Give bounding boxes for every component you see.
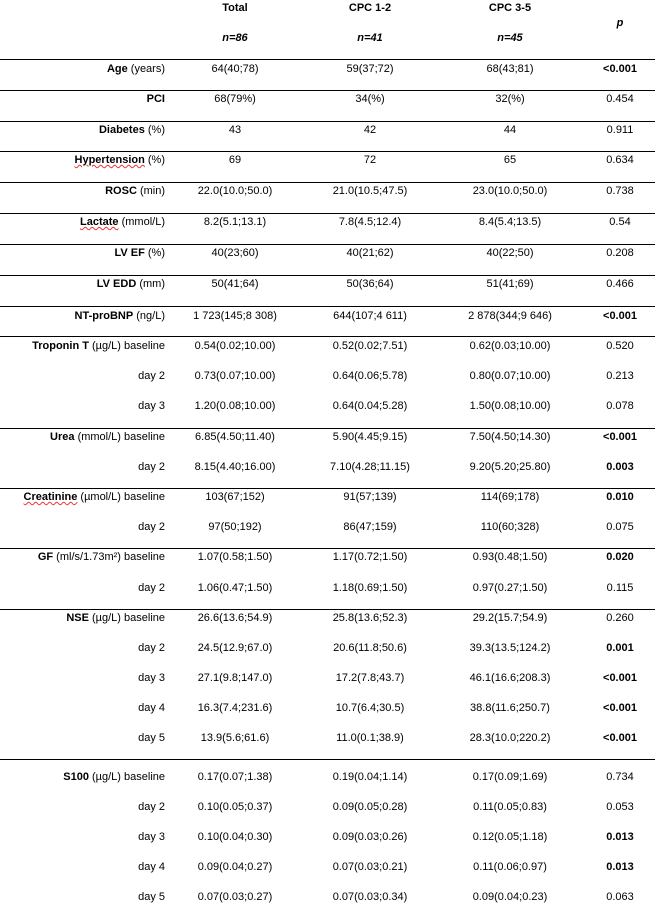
row-label: [66, 612, 165, 624]
row-label: [114, 247, 165, 259]
row-label-unit: (mmol/L) baseline: [74, 431, 165, 443]
cell-total: 27.1(9.8;147.0): [197, 672, 273, 684]
row-label: [50, 431, 165, 443]
row-label-name: NSE: [66, 612, 89, 624]
cell-total: 0.17(0.07;1.38): [197, 771, 273, 783]
row-label: [38, 551, 165, 563]
cell-total: 50(41;64): [211, 278, 259, 290]
row-label-name: NT-proBNP: [74, 310, 134, 322]
row-label-unit: day 3: [138, 672, 165, 684]
cell-p: 0.454: [606, 93, 634, 105]
row-label: [138, 582, 165, 594]
cell-total: 0.73(0.07;10.00): [194, 370, 276, 382]
row-label-name: Age: [106, 63, 128, 75]
cell-total: 0.10(0.05;0.37): [197, 801, 273, 813]
row-label-unit: day 2: [138, 801, 165, 813]
cell-total: 13.9(5.6;61.6): [200, 732, 270, 744]
cell-cpc35: 0.97(0.27;1.50): [472, 582, 548, 594]
row-label: [138, 370, 165, 382]
cell-cpc35: 44: [503, 124, 517, 136]
cell-p: 0.013: [606, 831, 634, 843]
row-label-unit: (µmol/L) baseline: [77, 491, 165, 503]
cell-cpc35: 1.50(0.08;10.00): [469, 400, 551, 412]
cell-p: 0.115: [606, 582, 634, 594]
row-divider: [0, 548, 655, 549]
cell-p: <0.001: [603, 732, 637, 744]
cell-cpc12: 10.7(6.4;30.5): [335, 702, 405, 714]
cell-cpc35: 38.8(11.6;250.7): [470, 702, 550, 714]
cell-cpc35: 0.93(0.48;1.50): [472, 551, 548, 563]
cell-cpc35: 8.4(5.4;13.5): [478, 216, 542, 228]
row-label-name: Creatinine: [23, 491, 78, 503]
row-label-name: ROSC: [105, 185, 137, 197]
row-label-name: Diabetes: [98, 124, 145, 136]
cell-total: 24.5(12.9;67.0): [197, 642, 273, 654]
row-label-unit: (mmol/L): [118, 216, 165, 228]
cell-p: 0.013: [606, 861, 634, 873]
row-label-name: LV EF: [114, 247, 145, 259]
header-total-n: n=86: [222, 32, 248, 44]
cell-cpc12: 644(107;4 611): [333, 310, 407, 322]
cell-cpc12: 0.09(0.05;0.28): [332, 801, 408, 813]
cell-p: 0.738: [606, 185, 634, 197]
cell-cpc35: 0.12(0.05;1.18): [472, 831, 548, 843]
row-label-name: Urea: [50, 431, 75, 443]
row-divider: [0, 275, 655, 276]
row-divider: [0, 306, 655, 307]
cell-cpc12: 25.8(13.6;52.3): [332, 612, 408, 624]
cell-p: 0.260: [606, 612, 634, 624]
cell-total: 1.07(0.58;1.50): [197, 551, 273, 563]
row-label: [138, 521, 165, 533]
row-label: [99, 124, 165, 136]
row-label-unit: day 3: [138, 831, 165, 843]
cell-cpc12: 40(21;62): [346, 247, 394, 259]
cell-p: <0.001: [603, 702, 637, 714]
cell-cpc12: 34(%): [355, 93, 385, 105]
cell-cpc12: 0.19(0.04;1.14): [332, 771, 408, 783]
row-label: [138, 642, 165, 654]
table-header: [0, 0, 655, 60]
cell-p: 0.911: [606, 124, 634, 136]
cell-p: 0.003: [606, 461, 634, 473]
row-label: [80, 216, 165, 228]
row-label: [63, 771, 165, 783]
cell-total: 16.3(7.4;231.6): [197, 702, 273, 714]
row-label-unit: (%): [144, 247, 165, 259]
row-divider: [0, 336, 655, 337]
row-label: [138, 400, 165, 412]
row-label: [97, 278, 165, 290]
row-label-unit: day 2: [138, 461, 165, 473]
cell-p: 0.54: [609, 216, 631, 228]
row-label: [107, 63, 165, 75]
cell-p: 0.020: [606, 551, 634, 563]
cell-cpc12: 17.2(7.8;43.7): [335, 672, 405, 684]
cell-total: 68(79%): [214, 93, 256, 105]
cell-total: 26.6(13.6;54.9): [197, 612, 273, 624]
cell-cpc35: 2 878(344;9 646): [468, 310, 552, 322]
cell-p: 0.520: [606, 340, 634, 352]
row-divider: [0, 151, 655, 152]
row-label-unit: (years): [127, 63, 165, 75]
row-label: [138, 801, 165, 813]
row-label-name: GF: [37, 551, 54, 563]
cell-cpc12: 0.64(0.06;5.78): [332, 370, 408, 382]
row-label-unit: day 4: [138, 861, 165, 873]
row-label-unit: day 2: [138, 582, 165, 594]
header-cpc35-n: n=45: [497, 32, 523, 44]
row-label-name: Troponin T: [32, 340, 89, 352]
row-label-unit: (mm): [136, 278, 165, 290]
cell-cpc35: 110(60;328): [480, 521, 540, 533]
cell-cpc35: 68(43;81): [486, 63, 534, 75]
cell-cpc12: 0.09(0.03;0.26): [332, 831, 408, 843]
cell-p: 0.078: [606, 400, 634, 412]
row-label-name: Hypertension: [74, 154, 145, 166]
cell-total: 97(50;192): [208, 521, 262, 533]
cell-total: 0.09(0.04;0.27): [197, 861, 273, 873]
cell-cpc12: 42: [363, 124, 377, 136]
cell-cpc12: 5.90(4.45;9.15): [332, 431, 408, 443]
row-label-unit: day 5: [138, 732, 165, 744]
cell-cpc12: 7.10(4.28;11.15): [330, 461, 410, 473]
row-label: [75, 154, 165, 166]
row-divider: [0, 182, 655, 183]
row-label-unit: day 5: [138, 891, 165, 903]
row-label-unit: day 2: [138, 642, 165, 654]
row-label-unit: day 4: [138, 702, 165, 714]
row-label-unit: day 3: [138, 400, 165, 412]
row-label: [75, 310, 165, 322]
cell-cpc35: 39.3(13.5;124.2): [469, 642, 551, 654]
cell-total: 6.85(4.50;11.40): [195, 431, 275, 443]
cell-p: 0.466: [606, 278, 634, 290]
cell-cpc35: 0.11(0.05;0.83): [473, 801, 547, 813]
row-label: [24, 491, 165, 503]
cell-cpc12: 20.6(11.8;50.6): [333, 642, 407, 654]
cell-cpc12: 1.18(0.69;1.50): [332, 582, 408, 594]
cell-p: <0.001: [603, 63, 637, 75]
header-cpc12: CPC 1-2: [348, 2, 392, 14]
row-label: [138, 702, 165, 714]
row-label: [105, 185, 165, 197]
cell-total: 103(67;152): [205, 491, 265, 503]
cell-cpc35: 28.3(10.0;220.2): [469, 732, 551, 744]
row-label-name: Lactate: [80, 216, 119, 228]
cell-p: 0.734: [606, 771, 634, 783]
row-label-unit: day 2: [138, 521, 165, 533]
cell-cpc35: 29.2(15.7;54.9): [472, 612, 548, 624]
row-label-unit: (ml/s/1.73m²) baseline: [53, 551, 165, 563]
cell-cpc12: 7.8(4.5;12.4): [338, 216, 402, 228]
row-label: [147, 93, 165, 105]
cell-cpc12: 0.07(0.03;0.21): [332, 861, 408, 873]
cell-total: 69: [228, 154, 242, 166]
cell-cpc12: 50(36;64): [346, 278, 394, 290]
cell-cpc12: 91(57;139): [343, 491, 397, 503]
row-label: [138, 672, 165, 684]
cell-cpc35: 65: [503, 154, 517, 166]
row-label: [138, 891, 165, 903]
cell-cpc35: 0.09(0.04;0.23): [472, 891, 548, 903]
row-label-name: LV EDD: [96, 278, 137, 290]
cell-p: 0.053: [606, 801, 634, 813]
header-p: p: [616, 17, 624, 29]
header-cpc12-n: n=41: [357, 32, 383, 44]
cell-total: 1.20(0.08;10.00): [194, 400, 276, 412]
cell-cpc12: 72: [363, 154, 377, 166]
cell-total: 8.15(4.40;16.00): [194, 461, 276, 473]
row-label-name: PCI: [146, 93, 165, 105]
cell-total: 64(40;78): [211, 63, 259, 75]
cell-p: 0.213: [606, 370, 634, 382]
cell-total: 43: [228, 124, 242, 136]
cell-p: 0.208: [606, 247, 634, 259]
header-cpc35: CPC 3-5: [488, 2, 532, 14]
row-label-unit: (µg/L) baseline: [88, 612, 165, 624]
cell-p: 0.001: [606, 642, 634, 654]
cell-total: 1 723(145;8 308): [193, 310, 277, 322]
row-divider: [0, 488, 655, 489]
cell-cpc12: 21.0(10.5;47.5): [332, 185, 408, 197]
cell-total: 0.10(0.04;0.30): [197, 831, 273, 843]
cell-cpc35: 0.62(0.03;10.00): [469, 340, 551, 352]
row-divider: [0, 244, 655, 245]
cell-cpc35: 40(22;50): [486, 247, 534, 259]
row-label-name: S100: [63, 771, 89, 783]
cell-cpc35: 23.0(10.0;50.0): [472, 185, 548, 197]
cell-cpc35: 32(%): [495, 93, 525, 105]
cell-cpc12: 0.07(0.03;0.34): [332, 891, 408, 903]
cell-cpc35: 9.20(5.20;25.80): [469, 461, 551, 473]
cell-p: 0.063: [606, 891, 634, 903]
row-label: [138, 831, 165, 843]
cell-cpc35: 0.11(0.06;0.97): [473, 861, 547, 873]
row-label-unit: (ng/L): [133, 310, 165, 322]
cell-total: 22.0(10.0;50.0): [197, 185, 273, 197]
cell-p: <0.001: [603, 431, 637, 443]
cell-p: 0.010: [606, 491, 634, 503]
cell-cpc35: 51(41;69): [486, 278, 534, 290]
cell-cpc12: 11.0(0.1;38.9): [336, 732, 404, 744]
cell-cpc12: 0.52(0.02;7.51): [332, 340, 408, 352]
row-label: [32, 340, 165, 352]
row-divider: [0, 213, 655, 214]
cell-total: 8.2(5.1;13.1): [203, 216, 267, 228]
cell-cpc35: 0.80(0.07;10.00): [469, 370, 551, 382]
row-label-unit: (%): [144, 124, 165, 136]
cell-cpc35: 46.1(16.6;208.3): [469, 672, 551, 684]
cell-total: 1.06(0.47;1.50): [197, 582, 273, 594]
cell-total: 40(23;60): [211, 247, 259, 259]
row-divider: [0, 759, 655, 760]
cell-cpc12: 59(37;72): [346, 63, 394, 75]
cell-total: 0.54(0.02;10.00): [194, 340, 276, 352]
cell-p: 0.634: [606, 154, 634, 166]
cell-p: <0.001: [603, 310, 637, 322]
row-divider: [0, 609, 655, 610]
cell-cpc35: 0.17(0.09;1.69): [472, 771, 548, 783]
row-label-unit: (µg/L) baseline: [88, 340, 165, 352]
row-label: [138, 732, 165, 744]
row-label-unit: (%): [144, 154, 165, 166]
row-divider: [0, 428, 655, 429]
cell-cpc12: 86(47;159): [343, 521, 397, 533]
header-total: Total: [222, 2, 248, 14]
row-divider: [0, 90, 655, 91]
cell-cpc12: 1.17(0.72;1.50): [332, 551, 408, 563]
row-divider: [0, 121, 655, 122]
cell-total: 0.07(0.03;0.27): [197, 891, 273, 903]
row-divider: [0, 59, 655, 60]
row-label-unit: (min): [136, 185, 165, 197]
cell-cpc35: 114(69;178): [480, 491, 540, 503]
row-label: [138, 861, 165, 873]
row-label-unit: (µg/L) baseline: [88, 771, 165, 783]
row-label: [138, 461, 165, 473]
cell-p: 0.075: [606, 521, 634, 533]
cell-cpc12: 0.64(0.04;5.28): [332, 400, 408, 412]
cell-cpc35: 7.50(4.50;14.30): [469, 431, 551, 443]
cell-p: <0.001: [603, 672, 637, 684]
row-label-unit: day 2: [138, 370, 165, 382]
